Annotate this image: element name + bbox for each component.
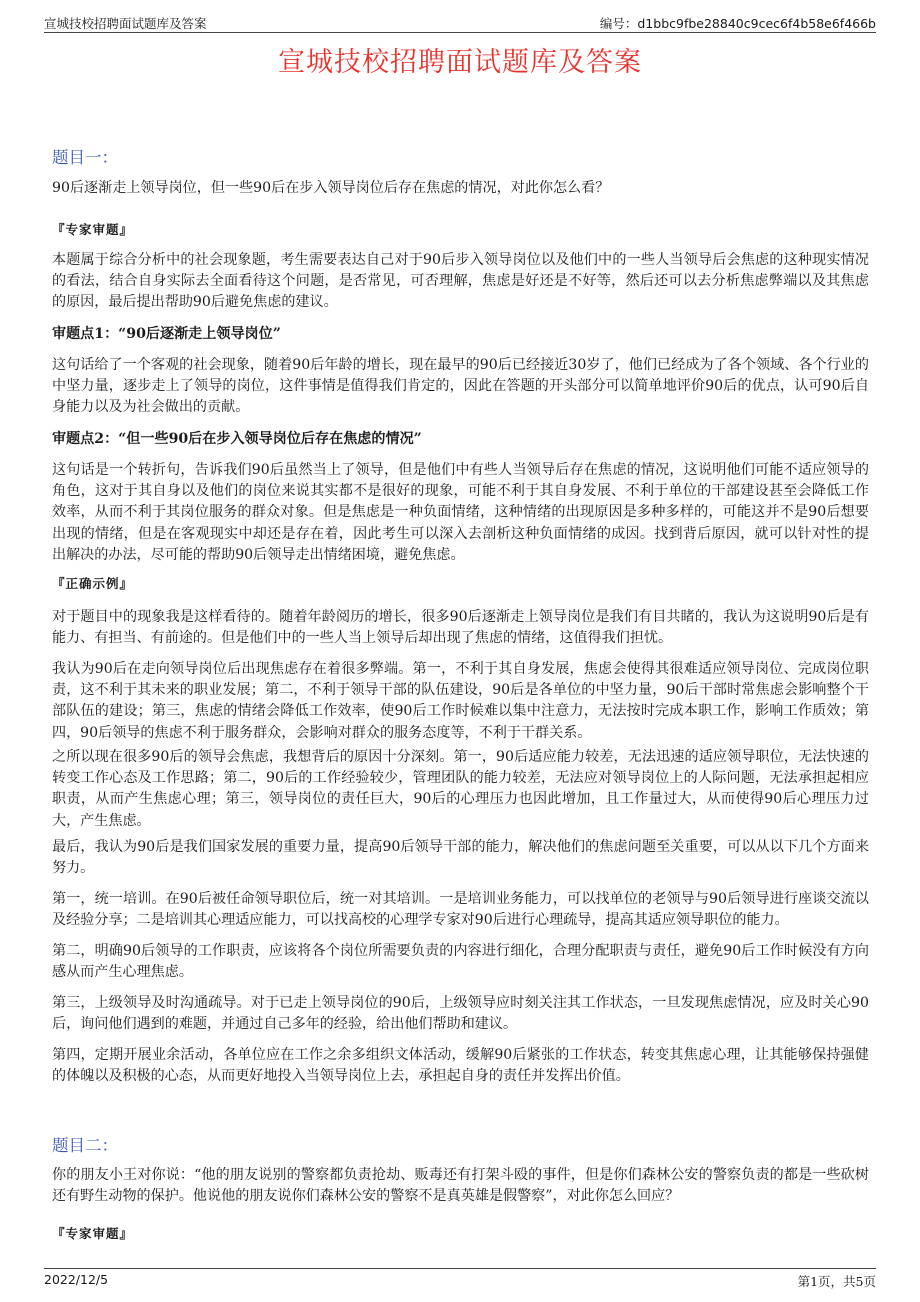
- header-code-value: d1bbc9fbe28840c9cec6f4b58e6f466b: [637, 16, 876, 31]
- review-point-2-title: 审题点2：“但一些90后在步入领导岗位后存在焦虑的情况”: [52, 431, 422, 447]
- review-point-2-text: 这句话是一个转折句，告诉我们90后虽然当上了领导，但是他们中有些人当领导后存在焦虑的情况，这说明他们可能不适应领导的角色，这对于其自身以及他们的岗位来说其实都不是很好的现象，可能不利于其自身发展、不利于单位的干部建设甚至会降低工作效率，从而不利于其岗位服务的群众对象。但是焦虑是一种负面情绪，这种情绪的出现原因是多种多样的，可能这并不是90后想要出现的情绪，但是在客观现实中却还是存在着，因此考生可以深入去剖析这种负面情绪的成因。找到背后原因，就可以针对性的提出解决的办法，尽可能的帮助90后领导走出情绪困境，避免焦虑。: [52, 462, 869, 563]
- review-point-1-text: 这句话给了一个客观的社会现象，随着90后年龄的增长，现在最早的90后已经接近30岁了，他们已经成为了各个领域、各个行业的中坚力量，逐步走上了领导的岗位，这件事情是值得我们肯定的，因此在答题的开头部分可以简单地评价90后的优点，认可90后自身能力以及为社会做出的贡献。: [52, 357, 869, 416]
- answer-paragraph: 最后，我认为90后是我们国家发展的重要力量，提高90后领导干部的能力，解决他们的焦虑问题至关重要，可以从以下几个方面来努力。: [52, 839, 869, 877]
- header-code-label: 编号：: [599, 16, 638, 31]
- correct-example-tag: 『正确示例』: [52, 576, 134, 591]
- question-1-label: 题目一：: [52, 148, 118, 167]
- answer-paragraph: 第四，定期开展业余活动，各单位应在工作之余多组织文体活动，缓解90后紧张的工作状态，转变其焦虑心理，让其能够保持强健的体魄以及积极的心态，从而更好地投入当领导岗位上去，承担起自身的责任并发挥出价值。: [52, 1047, 869, 1085]
- question-2-text: 你的朋友小王对你说：“他的朋友说别的警察都负责抢劫、贩毒还有打架斗殴的事件，但是你们森林公安的警察负责的都是一些砍树还有野生动物的保护。他说他的朋友说你们森林公安的警察不是真英雄是假警察”，对此你怎么回应？: [52, 1167, 869, 1205]
- page-footer: [44, 1268, 876, 1287]
- page-title: 宣城技校招聘面试题库及答案: [278, 47, 642, 78]
- answer-paragraph: 第二，明确90后领导的工作职责，应该将各个岗位所需要负责的内容进行细化，合理分配职责与责任，避免90后工作时候没有方向感从而产生心理焦虑。: [52, 943, 869, 981]
- footer-page-number: 第1页，共5页: [797, 1274, 876, 1289]
- answer-paragraph: 第一，统一培训。在90后被任命领导职位后，统一对其培训。一是培训业务能力，可以找单位的老领导与90后领导进行座谈交流以及经验分享；二是培训其心理适应能力，可以找高校的心理学专家对90后进行心理疏导，提高其适应领导职位的能力。: [52, 891, 869, 929]
- footer-date: 2022/12/5: [44, 1272, 109, 1287]
- page-header: [44, 12, 876, 33]
- header-doc-title: 宣城技校招聘面试题库及答案: [44, 16, 207, 31]
- expert-review-text: 本题属于综合分析中的社会现象题，考生需要表达自己对于90后步入领导岗位以及他们中的一些人当领导后会焦虑的这种现实情况的看法，结合自身实际去全面看待这个问题，是否常见，可否理解，焦虑是好还是不好等，然后还可以去分析焦虑弊端以及其焦虑的原因，最后提出帮助90后避免焦虑的建议。: [52, 252, 869, 311]
- header-doc-code: [600, 14, 876, 32]
- answer-paragraph: 之所以现在很多90后的领导会焦虑，我想背后的原因十分深刻。第一，90后适应能力较差，无法迅速的适应领导职位，无法快速的转变工作心态及工作思路；第二，90后的工作经验较少，管理团队的能力较差，无法应对领导岗位上的人际问题，无法承担起相应职责，从而产生焦虑心理；第三，领导岗位的责任巨大，90后的心理压力也因此增加，且工作量过大，从而使得90后心理压力过大，产生焦虑。: [52, 749, 869, 829]
- answer-paragraph: 第三，上级领导及时沟通疏导。对于已走上领导岗位的90后，上级领导应时刻关注其工作状态，一旦发现焦虑情况，应及时关心90后，询问他们遇到的难题，并通过自己多年的经验，给出他们帮助和建议。: [52, 995, 869, 1033]
- question-1-text: 90后逐渐走上领导岗位，但一些90后在步入领导岗位后存在焦虑的情况，对此你怎么看？: [52, 180, 610, 196]
- question-2-label: 题目二：: [52, 1136, 118, 1155]
- answer-paragraph: 对于题目中的现象我是这样看待的。随着年龄阅历的增长，很多90后逐渐走上领导岗位是我们有目共睹的，我认为这说明90后是有能力、有担当、有前途的。但是他们中的一些人当上领导后却出现了焦虑的情绪，这值得我们担忧。: [52, 609, 869, 647]
- answer-paragraph: 我认为90后在走向领导岗位后出现焦虑存在着很多弊端。第一，不利于其自身发展，焦虑会使得其很难适应领导岗位、完成岗位职责，这不利于其未来的职业发展；第二，不利于领导干部的队伍建设，90后是各单位的中坚力量，90后干部时常焦虑会影响整个干部队伍的建设；第三，焦虑的情绪会降低工作效率，使90后工作时候难以集中注意力，无法按时完成本职工作，影响工作质效；第四，90后领导的焦虑不利于服务群众，会影响对群众的服务态度等，不利于干群关系。: [52, 661, 869, 741]
- expert-review-tag: 『专家审题』: [52, 222, 134, 237]
- expert-review-tag-2: 『专家审题』: [52, 1226, 134, 1241]
- review-point-1-title: 审题点1：“90后逐渐走上领导岗位”: [52, 326, 281, 342]
